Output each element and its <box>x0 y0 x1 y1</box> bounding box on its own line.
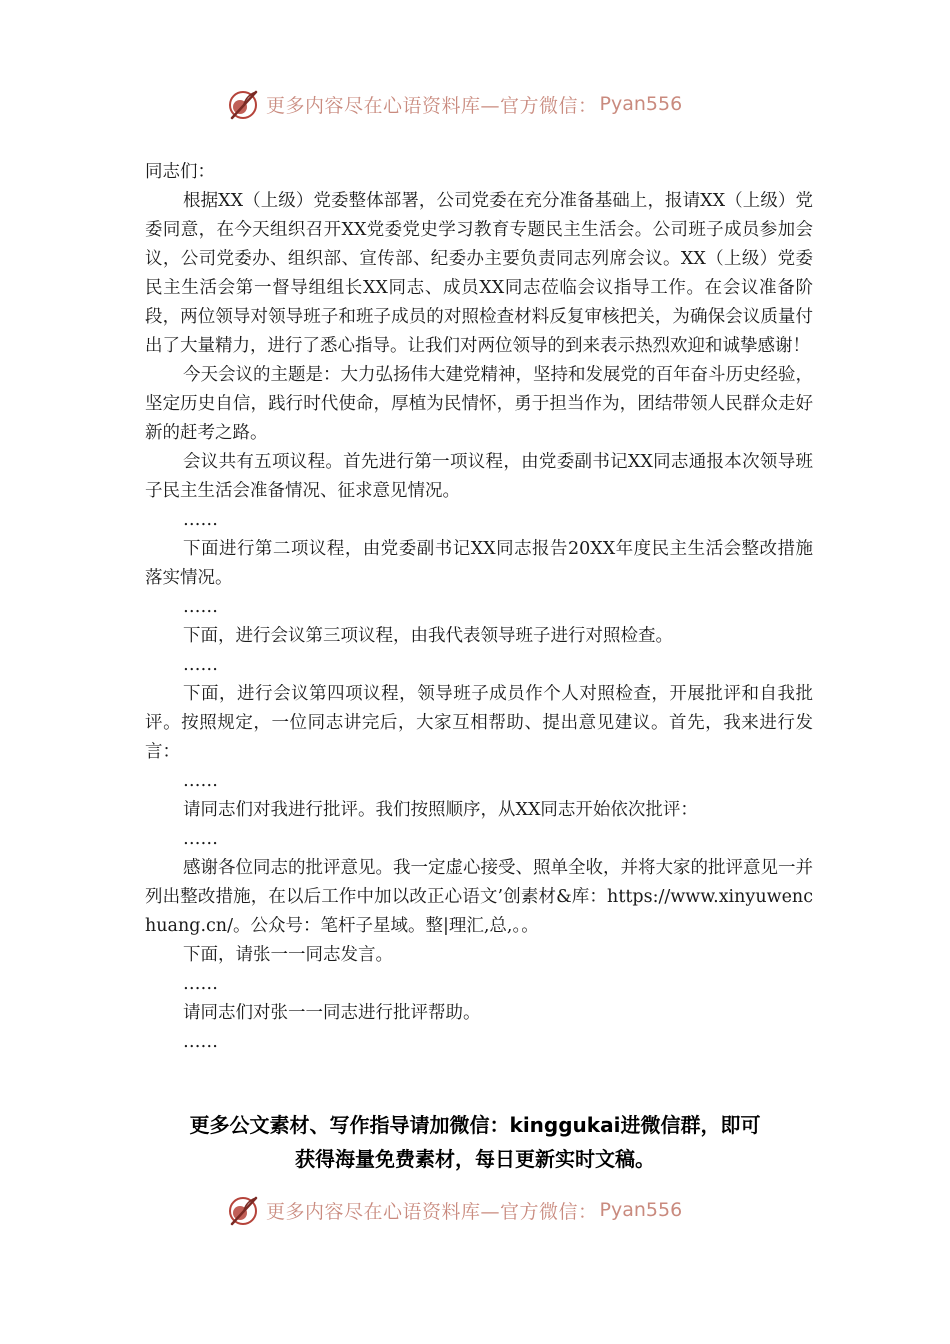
header-banner-text: 更多内容尽在心语资料库—官方微信： <box>266 94 598 117</box>
paragraph: 感谢各位同志的批评意见。我一定虚心接受、照单全收，并将大家的批评意见一并列出整改措施，在以后工作中加以改正心语文’创素材&库：https://www.xinyuwenchuang.cn/。公众号：笔杆子星域。整|理汇,总,。。 <box>145 858 813 936</box>
footer-banner-text: 更多内容尽在心语资料库—官方微信： <box>266 1200 598 1223</box>
quill-logo-icon <box>226 86 262 122</box>
header-banner <box>226 84 726 124</box>
ellipsis: …… <box>183 510 218 530</box>
paragraph: 下面，进行会议第三项议程，由我代表领导班子进行对照检查。 <box>183 626 673 646</box>
paragraph: 下面进行第二项议程，由党委副书记XX同志报告20XX年度民主生活会整改措施落实情况。 <box>145 539 813 588</box>
paragraph: 请同志们对张一一同志进行批评帮助。 <box>183 1003 481 1023</box>
paragraph: 今天会议的主题是：大力弘扬伟大建党精神，坚持和发展党的百年奋斗历史经验，坚定历史自信，践行时代使命，厚植为民情怀，勇于担当作为，团结带领人民群众走好新的赶考之路。 <box>145 365 813 443</box>
paragraph: 根据XX（上级）党委整体部署，公司党委在充分准备基础上，报请XX（上级）党委同意，在今天组织召开XX党委党史学习教育专题民主生活会。公司班子成员参加会议，公司党委办、组织部、宣传部、纪委办主要负责同志列席会议。XX（上级）党委民主生活会第一督导组组长XX同志、成员XX同志莅临会议指导工作。在会议准备阶段，两位领导对领导班子和班子成员的对照检查材料反复审核把关，为确保会议质量付出了大量精力，进行了悉心指导。让我们对两位领导的到来表示热烈欢迎和诚挚感谢！ <box>145 191 813 356</box>
paragraph: 下面，进行会议第四项议程，领导班子成员作个人对照检查，开展批评和自我批评。按照规定，一位同志讲完后，大家互相帮助、提出意见建议。首先，我来进行发言： <box>145 684 813 762</box>
document-body <box>145 158 813 1057</box>
ellipsis: …… <box>183 655 218 675</box>
promo-note-line-1: 更多公文素材、写作指导请加微信：kinggukai进微信群，即可 <box>189 1113 761 1137</box>
paragraph: 请同志们对我进行批评。我们按照顺序，从XX同志开始依次批评： <box>183 800 698 820</box>
ellipsis: …… <box>183 771 218 791</box>
header-wechat-id: Pyan556 <box>599 93 683 115</box>
ellipsis: …… <box>183 1032 218 1052</box>
ellipsis: …… <box>183 597 218 617</box>
footer-banner <box>226 1190 726 1230</box>
salutation: 同志们： <box>145 162 215 182</box>
ellipsis: …… <box>183 829 218 849</box>
quill-logo-icon <box>226 1192 262 1228</box>
footer-wechat-id: Pyan556 <box>599 1199 683 1221</box>
promo-note-line-2: 获得海量免费素材，每日更新实时文稿。 <box>295 1147 655 1171</box>
paragraph: 会议共有五项议程。首先进行第一项议程，由党委副书记XX同志通报本次领导班子民主生活会准备情况、征求意见情况。 <box>145 452 813 501</box>
ellipsis: …… <box>183 974 218 994</box>
promo-note <box>120 1108 830 1176</box>
paragraph: 下面，请张一一同志发言。 <box>183 945 393 965</box>
